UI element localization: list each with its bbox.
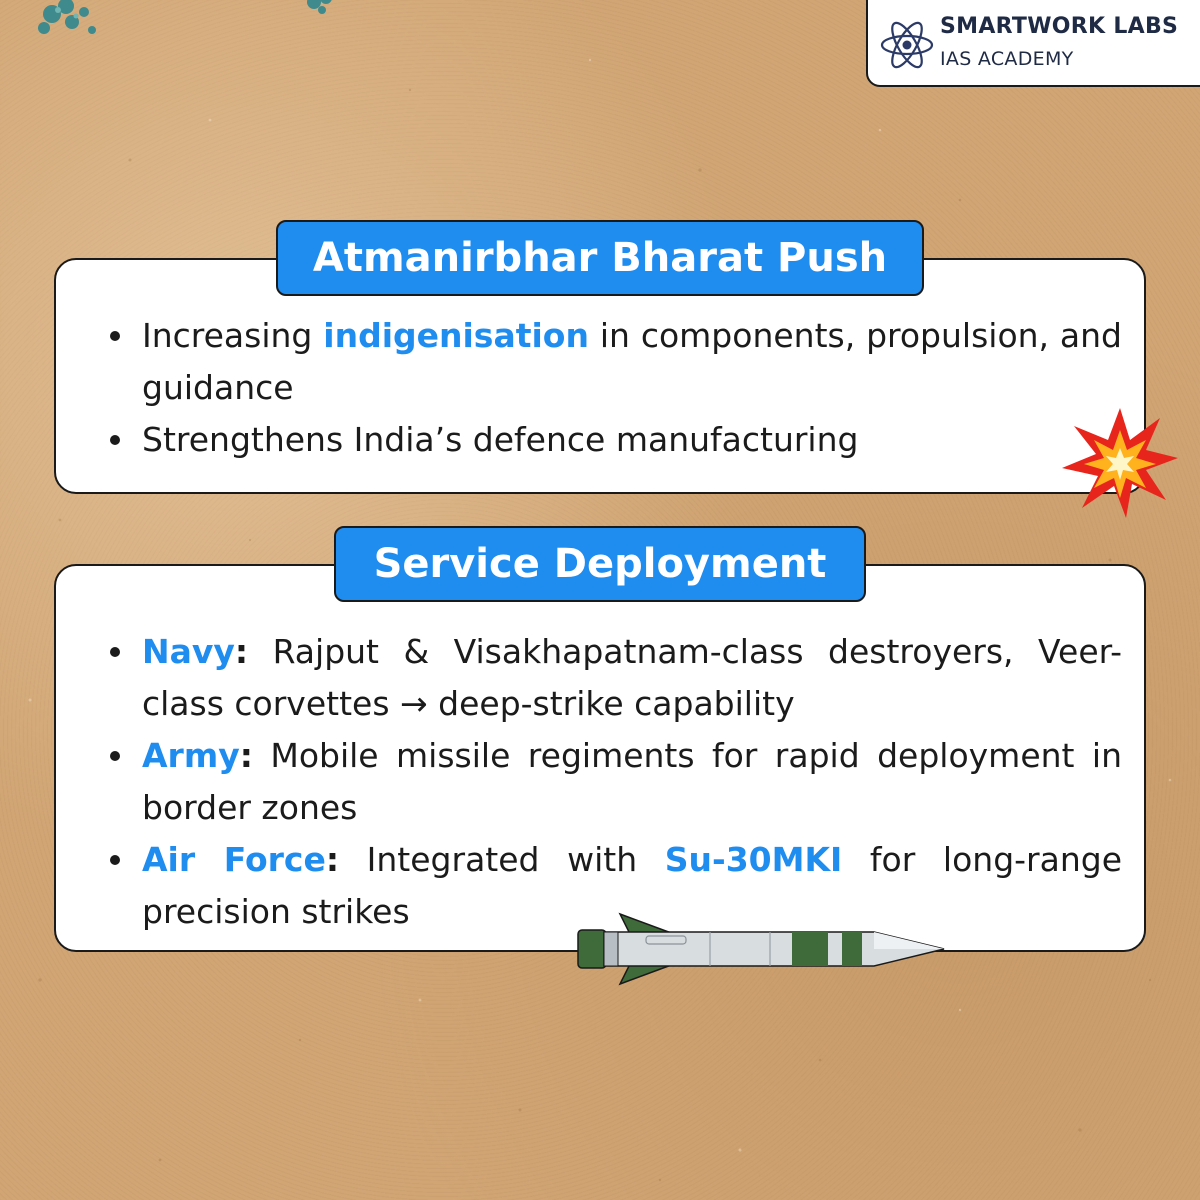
point-text: Integrated with [339, 840, 665, 879]
brand-title: SMARTWORK LABS [940, 14, 1179, 39]
section-heading-atmanirbhar: Atmanirbhar Bharat Push [276, 220, 924, 296]
flower-decoration [300, 0, 340, 20]
atmanirbhar-points [142, 310, 1122, 466]
label-navy: Navy [142, 632, 235, 671]
flower-decoration [22, 0, 132, 54]
brand-logo-box [866, 0, 1200, 87]
point-text: Mobile missile regiments for rapid deployment in border zones [142, 736, 1122, 827]
service-deployment-points [142, 626, 1122, 938]
list-item [142, 414, 1122, 466]
label-army: Army [142, 736, 240, 775]
point-text: Increasing [142, 316, 324, 355]
list-item: Navy: Rajput & Visakhapatnam-class destroyers, Veer-class corvettes → deep-strike capability [142, 626, 1122, 730]
atom-icon [878, 16, 936, 74]
list-item: Army: Mobile missile regiments for rapid deployment in border zones [142, 730, 1122, 834]
missile-icon [574, 906, 950, 992]
explosion-burst-icon [1060, 404, 1180, 520]
section-heading-service-deployment: Service Deployment [334, 526, 866, 602]
label-air-force: Air Force [142, 840, 326, 879]
brand-subtitle: IAS ACADEMY [940, 48, 1074, 70]
point-text: for long-range precision strikes [142, 840, 1123, 931]
list-item: Air Force: Integrated with Su-30MKI for long-range precision strikes [142, 834, 1122, 938]
point-text: Rajput & Visakhapatnam-class destroyers, Veer-class corvettes → deep-strike capability [142, 632, 1122, 723]
highlight-indigenisation: indigenisation [323, 316, 589, 355]
list-item [142, 310, 1122, 414]
point-text: Strengthens India’s defence manufacturing [142, 420, 859, 459]
highlight-su30mki: Su-30MKI [664, 840, 843, 879]
point-text: in components, propulsion, and guidance [142, 316, 1122, 407]
